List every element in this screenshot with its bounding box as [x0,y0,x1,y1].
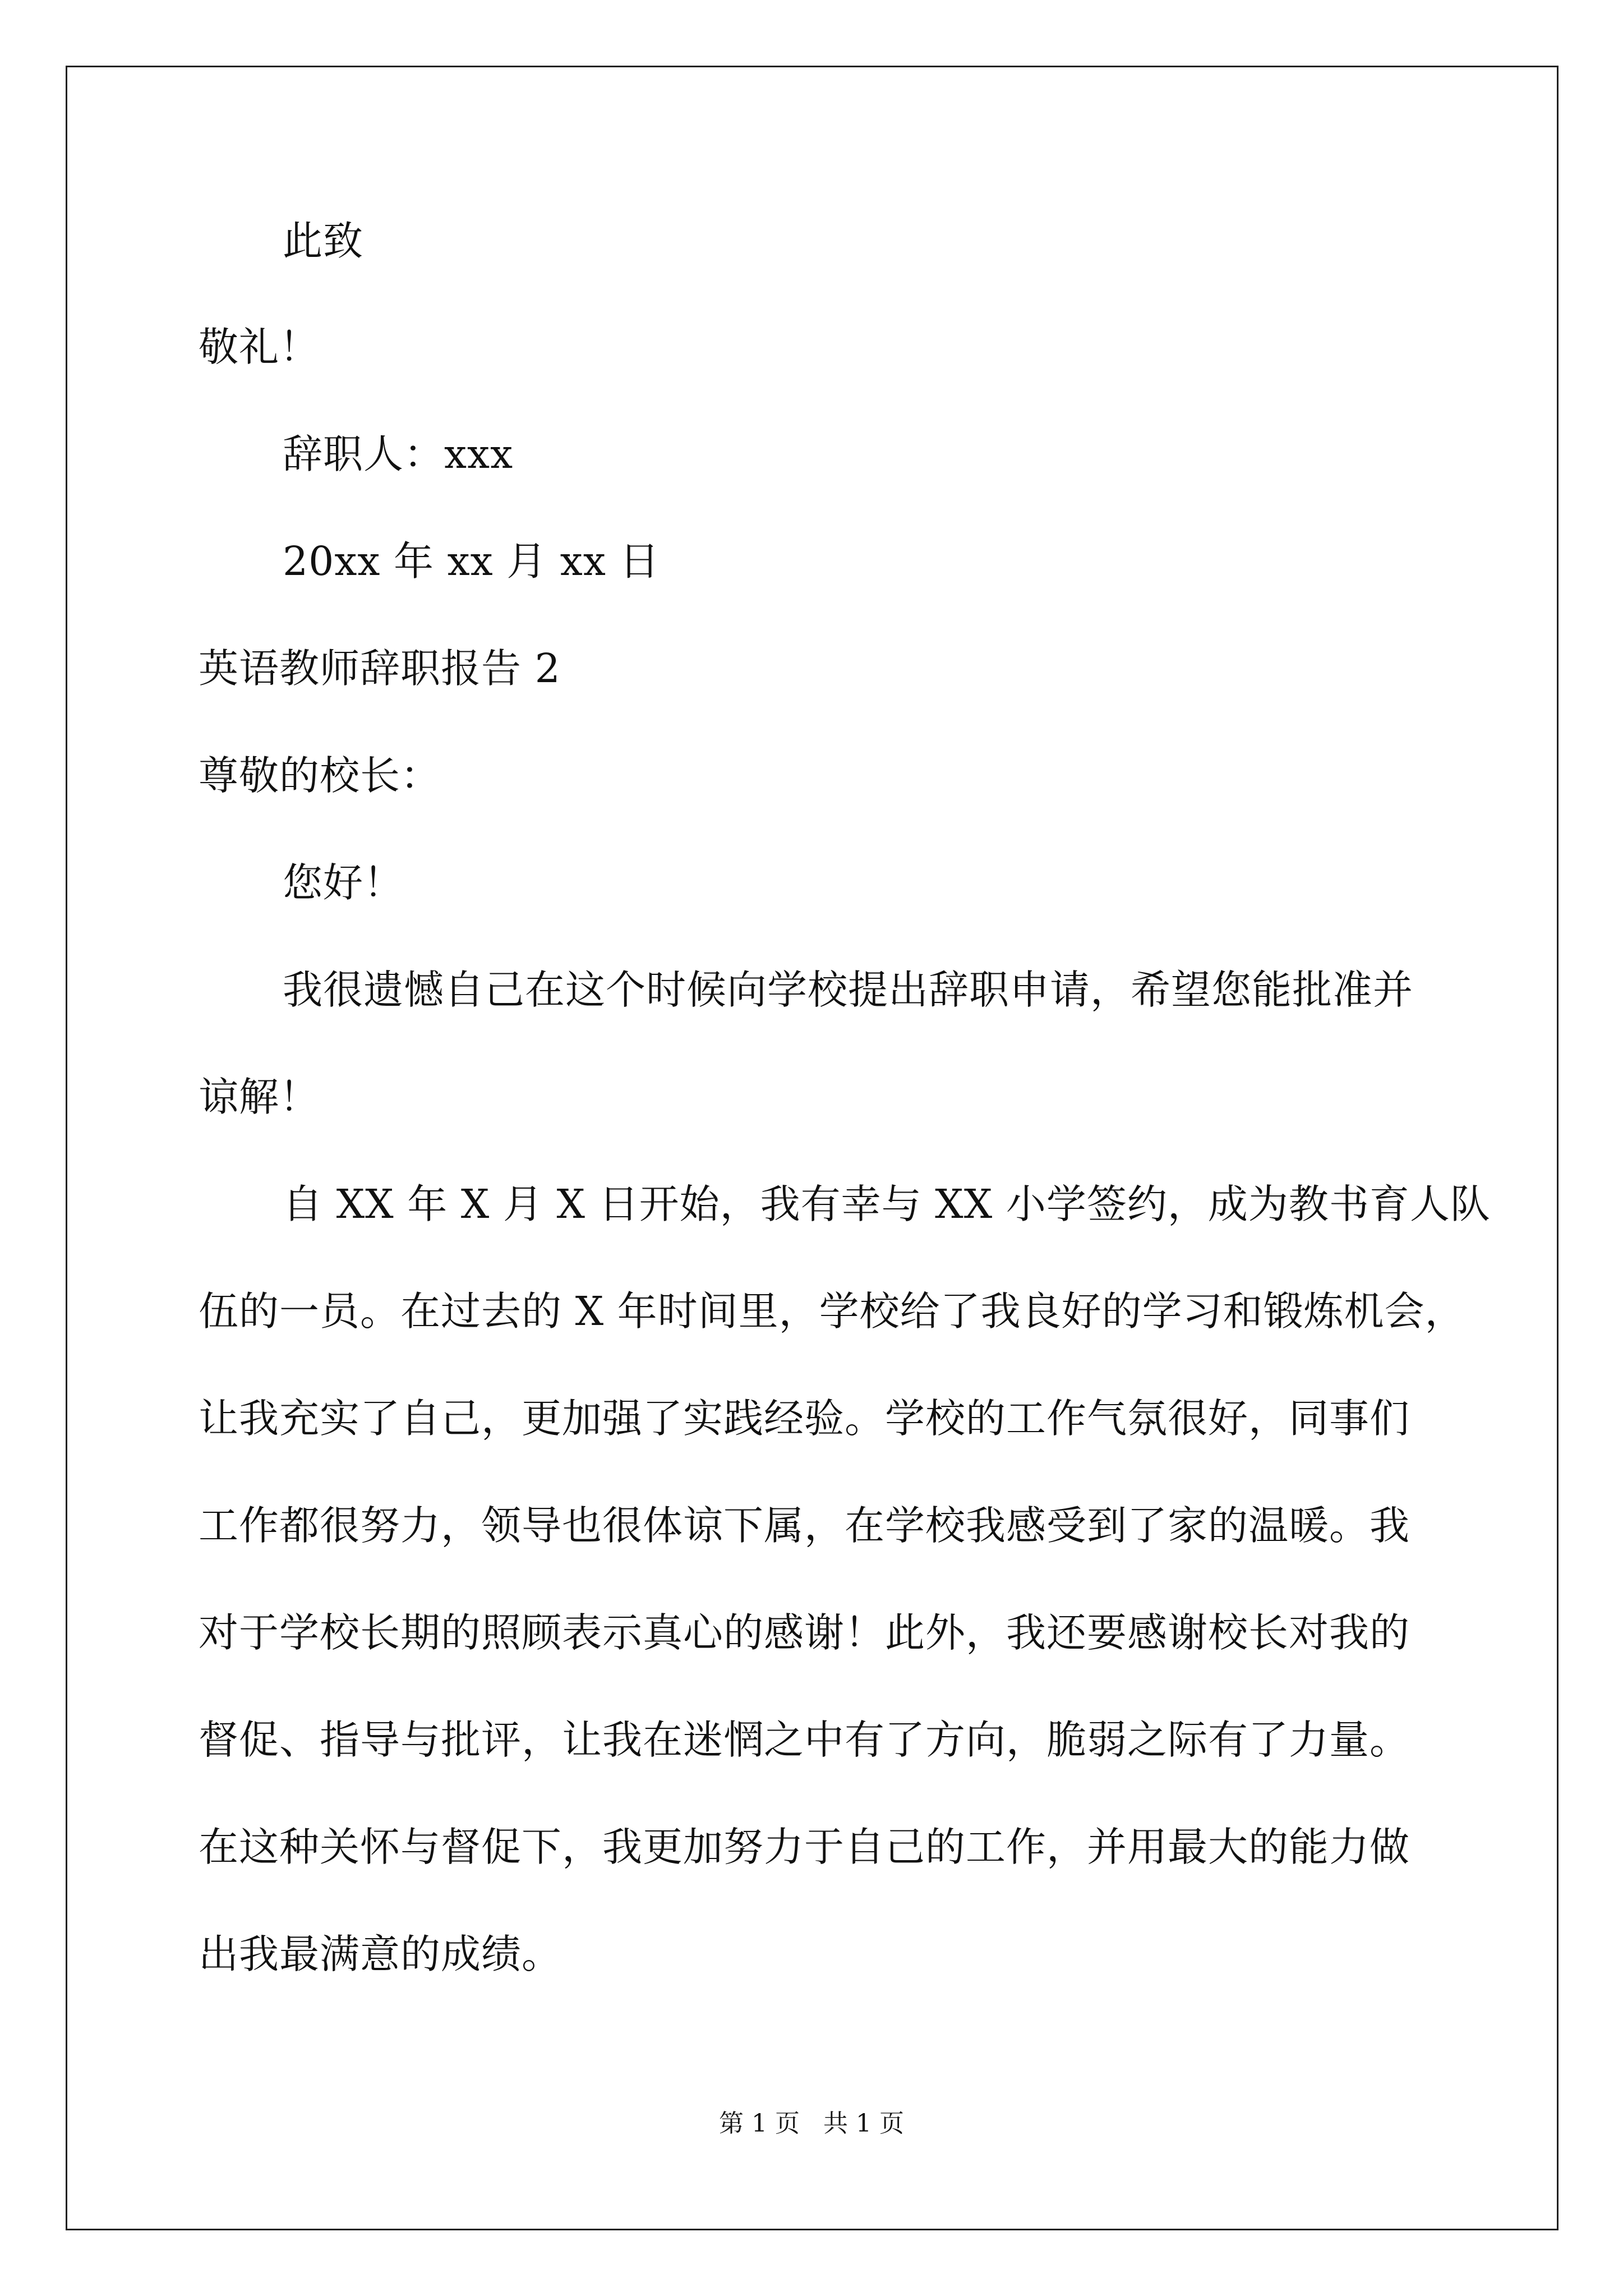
paragraph-line: 出我最满意的成绩。 [199,1931,562,1977]
paragraph-line: 对于学校长期的照顾表示真心的感谢！此外，我还要感谢校长对我的 [199,1609,1410,1656]
signer-line: 辞职人：xxx [283,431,514,477]
closing-line: 此致 [283,218,364,264]
hello-line: 您好！ [283,859,404,906]
paragraph-line: 在这种关怀与督促下，我更加努力于自己的工作，并用最大的能力做 [199,1824,1410,1870]
paragraph-line: 我很遗憾自己在这个时候向学校提出辞职申请，希望您能批准并 [283,967,1414,1013]
page-footer: 第 1 页 共 1 页 [719,2109,904,2138]
paragraph-line: 伍的一员。在过去的 X 年时间里，学校给了我良好的学习和锻炼机会， [199,1288,1465,1335]
paragraph-line: 让我充实了自己，更加强了实践经验。学校的工作气氛很好，同事们 [199,1395,1410,1442]
paragraph-line: 自 XX 年 X 月 X 日开始，我有幸与 XX 小学签约，成为教书育人队 [283,1181,1491,1227]
salute-line: 敬礼！ [199,324,320,370]
paragraph-line: 督促、指导与批评，让我在迷惘之中有了方向，脆弱之际有了力量。 [199,1717,1410,1763]
paragraph-line: 谅解！ [199,1074,320,1120]
greeting-line: 尊敬的校长： [199,752,441,799]
date-line: 20xx 年 xx 月 xx 日 [283,538,660,585]
section-title: 英语教师辞职报告 2 [199,645,561,692]
paragraph-line: 工作都很努力，领导也很体谅下属，在学校我感受到了家的温暖。我 [199,1502,1410,1549]
page-border [66,66,1559,2230]
